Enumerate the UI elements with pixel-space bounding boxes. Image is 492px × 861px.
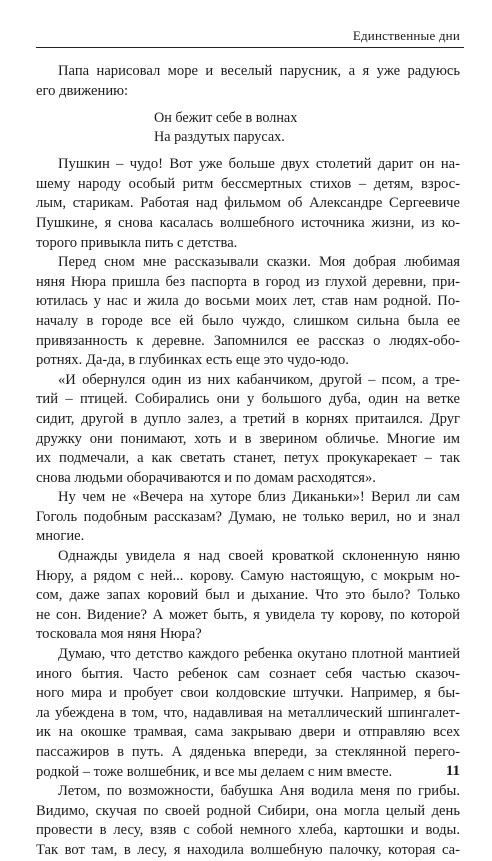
paragraph (36, 155, 460, 253)
text-line: няня Нюра пришла без паспорта в город из глухой деревни, при- (36, 273, 460, 290)
text-line: иного бытия. Часто ребенок сам сознает себя частью сказоч- (36, 665, 460, 682)
header-rule (36, 47, 464, 48)
text-line: Нюру, а рядом с ней... корову. Самую настоящую, с мокрым но- (36, 567, 460, 584)
text-line: ротнях. Да-да, в глубинках есть еще это чудо-юдо. (36, 352, 349, 369)
paragraph (36, 547, 460, 645)
text-line: Пушкине, я снова касалась волшебного источника жизни, из ко- (36, 214, 460, 231)
text-line: его движению: (36, 82, 129, 99)
text-line: родкой – тоже волшебник, и все мы делаем с ним вместе. (36, 763, 393, 780)
verse-quote (36, 109, 460, 147)
text-line: многие. (36, 528, 85, 545)
text-line: пассажиров в путь. А дяденька впереди, за стеклянной перего- (36, 744, 460, 760)
verse-line: Он бежит себе в волнах (154, 110, 298, 127)
text-line: Гоголь подобным рассказам? Думаю, не только верил, но и знал (36, 508, 460, 525)
paragraph (36, 782, 460, 860)
text-line: сом, даже запах коровий был и дыхание. Что это было? Только (36, 587, 460, 604)
paragraph (36, 645, 460, 782)
text-line: сидит, другой в дупло залез, а третий в корнях притаился. Друг (36, 410, 460, 427)
paragraph (36, 253, 460, 371)
text-line: не сон. Видение? А может быть, я увидела ту корову, по которой (36, 606, 460, 623)
text-line: началу в городе все ей было чуждо, слишком сильна была ее (36, 312, 460, 329)
text-line: тосковала моя няня Нюра? (36, 626, 202, 643)
text-line: Папа нарисовал море и веселый парусник, а я уже радуюсь (58, 63, 460, 79)
running-header (0, 28, 492, 48)
paragraph (36, 488, 460, 547)
text-line: их подмечали, а как светать станет, петух прокукарекает – так (36, 450, 460, 467)
paragraph (36, 371, 460, 489)
text-line: тий – птицей. Собирались они у большого дуба, один на ветке (36, 391, 460, 408)
text-line: Видимо, скучая по своей родной Сибири, она могла целый день (36, 802, 460, 819)
text-line: лым, старикам. Работая над фильмом об Александре Сергеевиче (36, 195, 460, 212)
text-line: ла убеждена в том, что, надавливая на металлический шпингалет- (36, 704, 460, 721)
text-line: шему народу особый ритм бессмертных стихов – детям, взрос- (36, 175, 460, 192)
text-line: Однажды увидела я над своей кроваткой склоненную няню (58, 548, 460, 565)
text-line: ютилась у нас и жила до восьми моих лет, став нам родной. По- (36, 293, 460, 310)
text-line: Пушкин – чудо! Вот уже больше двух столетий дарит он на- (58, 156, 460, 173)
text-line: «И обернулся один из них кабанчиком, другой – псом, а тре- (58, 371, 460, 388)
text-line: Думаю, что детство каждого ребенка окутано плотной мантией (58, 646, 460, 663)
page-number: 11 (445, 763, 460, 779)
text-line: Летом, по возможности, бабушка Аня водила меня по грибы. (58, 783, 460, 800)
body-text (36, 62, 460, 861)
running-header-title: Единственные дни (352, 28, 460, 43)
text-line: Ну чем не «Вечера на хуторе близ Диканьки»! Верил ли сам (58, 489, 460, 506)
text-line: торого привыкла пить с детства. (36, 234, 238, 251)
text-line: привязанность к деревне. Запомнился ее рассказ о людях-обо- (36, 332, 460, 349)
text-line: Так вот там, в лесу, я находила волшебную палочку, которая са- (36, 841, 460, 858)
text-line: снова людьми оборачиваются и по домам расходятся». (36, 469, 376, 486)
text-line: Перед сном мне рассказывали сказки. Моя добрая любимая (58, 254, 460, 271)
paragraph (36, 62, 460, 101)
text-line: ик на окошке трамвая, сама закрываю двери и отправляю всех (36, 724, 460, 741)
verse-line: На раздутых парусах. (154, 129, 285, 146)
text-line: дружку они понимают, хоть и в зверином обличье. Многие им (36, 430, 460, 447)
text-line: ного мира и пробует свои колдовские штучки. Например, я бы- (36, 685, 460, 702)
text-line: провести в лесу, взяв с собой немного хлеба, картошки и воды. (36, 822, 460, 839)
